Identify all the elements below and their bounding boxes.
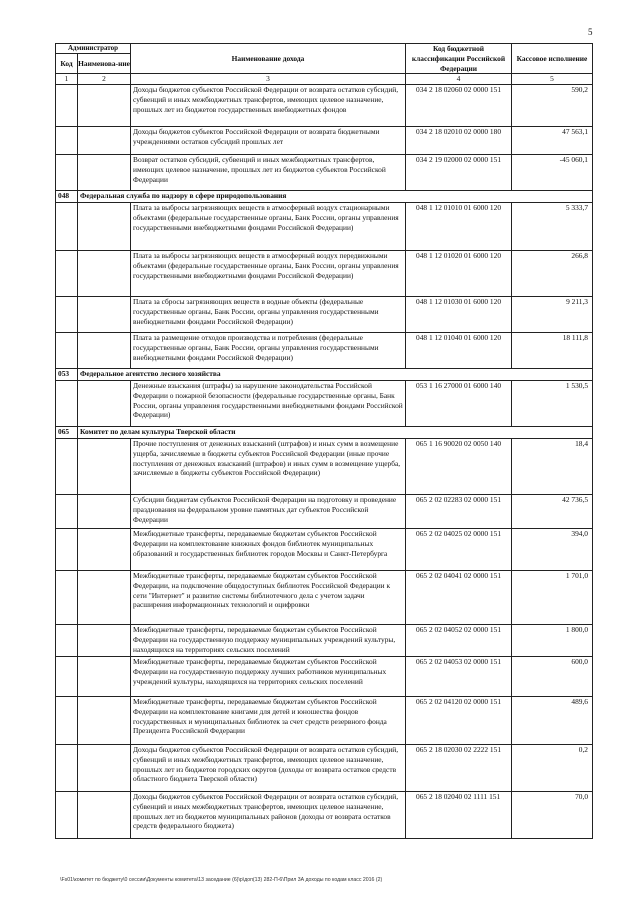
table-row [56, 85, 593, 127]
amount: 70,0 [512, 792, 593, 839]
amount: 47 563,1 [512, 127, 593, 155]
table-row [56, 297, 593, 333]
amount: 394,0 [512, 529, 593, 571]
table-row [56, 495, 593, 529]
income-name: Межбюджетные трансферты, передаваемые бюджетам субъектов Российской Федерации на комплектование книжных фондов библиотек муниципальных образований и государственных библиотек городов Москвы и Санкт-Петербурга [131, 529, 406, 571]
table-row [56, 697, 593, 745]
income-name: Возврат остатков субсидий, субвенций и иных межбюджетных трансфертов, имеющих целевое назначение, прошлых лет из бюджетов субъектов Российской Федерации [131, 155, 406, 191]
amount: 0,2 [512, 745, 593, 792]
table-row [56, 155, 593, 191]
file-path-footer: \Fs01\комитет по бюджету\0 сессии\Документы комитета\13 заседание (6)\р\доп(13) 282-П-6\Прил 3А доходы по кодам класс 2016 (2) [60, 877, 383, 883]
column-number-row [56, 74, 593, 85]
amount: 18 111,8 [512, 333, 593, 369]
table-row [56, 657, 593, 697]
income-name: Денежные взыскания (штрафы) за нарушение законодательства Российской Федерации о пожарной безопасности (федеральные государственные органы, Банк России, органы управления государственными внебюджетными фондами Российской Федерации) [131, 381, 406, 427]
table-row [56, 381, 593, 427]
income-table [55, 43, 593, 839]
table-row [56, 571, 593, 625]
income-name: Прочие поступления от денежных взысканий (штрафов) и иных сумм в возмещение ущерба, зачисляемые в бюджеты субъектов Российской Федерации (иные прочие поступления от денежных взысканий (штрафов) и иных сумм в возмещение ущерба, зачисляемые в бюджеты субъектов Российской Федерации) [131, 439, 406, 495]
budget-code: 065 2 02 02283 02 0000 151 [406, 495, 512, 529]
budget-code: 065 1 16 90020 02 0050 140 [406, 439, 512, 495]
budget-code: 065 2 02 04025 02 0000 151 [406, 529, 512, 571]
amount: 489,6 [512, 697, 593, 745]
table-row [56, 251, 593, 297]
income-name: Доходы бюджетов субъектов Российской Федерации от возврата остатков субсидий, субвенций и иных межбюджетных трансфертов, имеющих целевое назначение, прошлых лет из бюджетов муниципальных районов (доходы от возврата остатков средств федерального бюджета) [131, 792, 406, 839]
amount: 9 211,3 [512, 297, 593, 333]
budget-code: 048 1 12 01040 01 6000 120 [406, 333, 512, 369]
header-row-1 [56, 44, 593, 54]
budget-code: 048 1 12 01010 01 6000 120 [406, 203, 512, 251]
amount: 266,8 [512, 251, 593, 297]
section-header-row [56, 369, 593, 381]
code-header: Код [56, 53, 78, 74]
col-number: 1 [56, 74, 78, 85]
income-name: Межбюджетные трансферты, передаваемые бюджетам субъектов Российской Федерации на комплектование книгами для детей и юношества фондов государственных и муниципальных библиотек за счет средств резервного фонда Президента Российской Федерации [131, 697, 406, 745]
amount: 600,0 [512, 657, 593, 697]
budget-code: 034 2 19 02000 02 0000 151 [406, 155, 512, 191]
page-number: 5 [588, 27, 593, 37]
income-name: Доходы бюджетов субъектов Российской Федерации от возврата остатков субсидий, субвенций и иных межбюджетных трансфертов, имеющих целевое назначение, прошлых лет из бюджетов городских округов (доходы от возврата остатков средств областного бюджета Тверской области) [131, 745, 406, 792]
amount: 18,4 [512, 439, 593, 495]
col-number: 2 [78, 74, 131, 85]
admin-header: Администратор [56, 44, 131, 54]
budget-code: 065 2 02 04041 02 0000 151 [406, 571, 512, 625]
income-name: Доходы бюджетов субъектов Российской Федерации от возврата бюджетными учреждениями остатков субсидий прошлых лет [131, 127, 406, 155]
table-row [56, 333, 593, 369]
admin-title: Комитет по делам культуры Тверской области [78, 427, 593, 439]
admin-title: Федеральное агентство лесного хозяйства [78, 369, 593, 381]
section-header-row [56, 191, 593, 203]
budget-code: 034 2 18 02010 02 0000 180 [406, 127, 512, 155]
table-row [56, 439, 593, 495]
income-name: Доходы бюджетов субъектов Российской Федерации от возврата остатков субсидий, субвенций и иных межбюджетных трансфертов, имеющих целевое назначение, прошлых лет из бюджетов государственных внебюджетных фондов [131, 85, 406, 127]
admin-code: 053 [56, 369, 78, 381]
table-row [56, 127, 593, 155]
section-header-row [56, 427, 593, 439]
income-name-header: Наименование дохода [131, 44, 406, 74]
budget-code: 065 2 18 02040 02 1111 151 [406, 792, 512, 839]
budget-code: 065 2 02 04053 02 0000 151 [406, 657, 512, 697]
table-row [56, 625, 593, 657]
budget-code: 048 1 12 01020 01 6000 120 [406, 251, 512, 297]
admin-title: Федеральная служба по надзору в сфере природопользования [78, 191, 593, 203]
budget-code: 065 2 18 02030 02 2222 151 [406, 745, 512, 792]
cash-header: Кассовое исполнение [512, 44, 593, 74]
table-row [56, 745, 593, 792]
budget-code: 065 2 02 04052 02 0000 151 [406, 625, 512, 657]
income-name: Субсидии бюджетам субъектов Российской Федерации на подготовку и проведение празднования на федеральном уровне памятных дат субъектов Российской Федерации [131, 495, 406, 529]
income-name: Плата за размещение отходов производства и потребления (федеральные государственные органы, Банк России, органы управления государственными внебюджетными фондами Российской Федерации) [131, 333, 406, 369]
budget-code: 034 2 18 02060 02 0000 151 [406, 85, 512, 127]
amount: 1 701,0 [512, 571, 593, 625]
income-name: Плата за выбросы загрязняющих веществ в атмосферный воздух стационарными объектами (федеральные государственные органы, Банк России, органы управления государственными внебюджетными фондами Российской Федерации) [131, 203, 406, 251]
income-name: Межбюджетные трансферты, передаваемые бюджетам субъектов Российской Федерации на государственную поддержку муниципальных учреждений культуры, находящихся на территориях сельских поселений [131, 625, 406, 657]
budget-code: 048 1 12 01030 01 6000 120 [406, 297, 512, 333]
col-number: 4 [406, 74, 512, 85]
admin-code: 048 [56, 191, 78, 203]
amount: 1 530,5 [512, 381, 593, 427]
table-row [56, 529, 593, 571]
income-name: Межбюджетные трансферты, передаваемые бюджетам субъектов Российской Федерации, на подключение общедоступных библиотек Российской Федерации к сети "Интернет" и развитие системы библиотечного дела с учетом задачи расширения информационных технологий и оцифровки [131, 571, 406, 625]
amount: 5 333,7 [512, 203, 593, 251]
amount: 1 800,0 [512, 625, 593, 657]
income-name: Плата за сбросы загрязняющих веществ в водные объекты (федеральные государственные органы, Банк России, органы управления государственными внебюджетными фондами Российской Федерации) [131, 297, 406, 333]
admin-code: 065 [56, 427, 78, 439]
col-number: 5 [512, 74, 593, 85]
amount: 42 736,5 [512, 495, 593, 529]
budget-code: 053 1 16 27000 01 6000 140 [406, 381, 512, 427]
income-name: Межбюджетные трансферты, передаваемые бюджетам субъектов Российской Федерации на государственную поддержку лучших работников муниципальных учреждений культуры, находящихся на территориях сельских поселений [131, 657, 406, 697]
amount: 590,2 [512, 85, 593, 127]
amount: -45 060,1 [512, 155, 593, 191]
table-row [56, 792, 593, 839]
budget-code-header: Код бюджетной классификации Российской Федерации [406, 44, 512, 74]
name-short-header: Наименова-ние [78, 53, 131, 74]
col-number: 3 [131, 74, 406, 85]
table-row [56, 203, 593, 251]
income-name: Плата за выбросы загрязняющих веществ в атмосферный воздух передвижными объектами (федеральные государственные органы, Банк России, органы управления государственными внебюджетными фондами Российской Федерации) [131, 251, 406, 297]
budget-code: 065 2 02 04120 02 0000 151 [406, 697, 512, 745]
